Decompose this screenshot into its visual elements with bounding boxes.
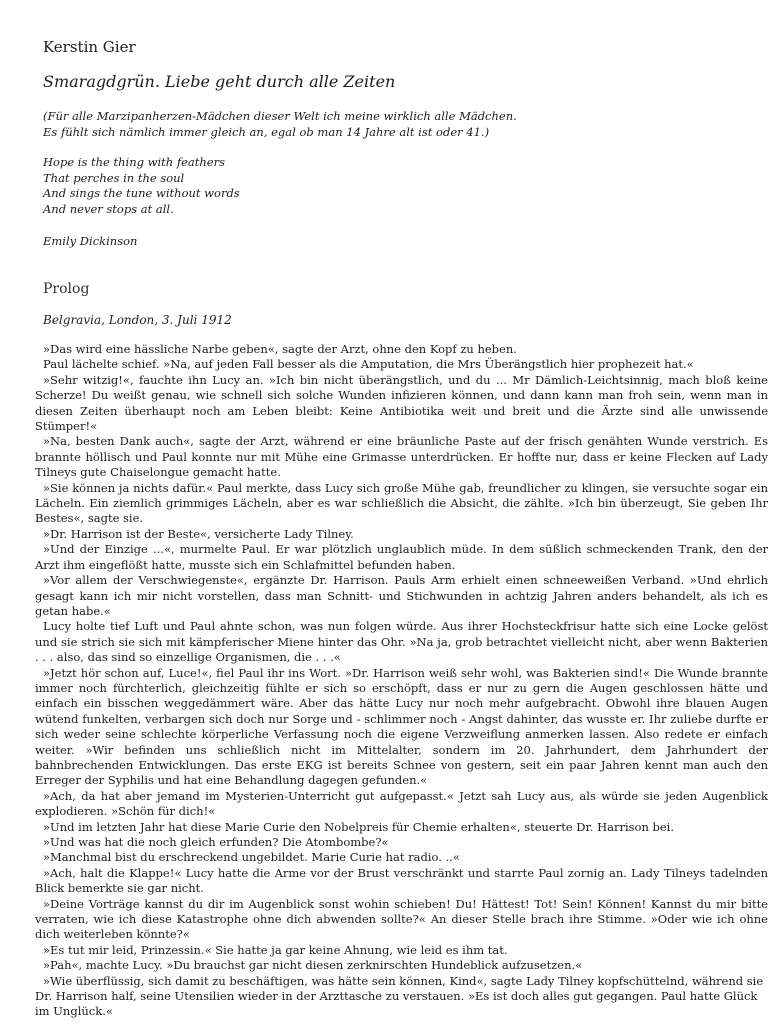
paragraph: »Und im letzten Jahr hat diese Marie Curie den Nobelpreis für Chemie erhalten«, steuerte Dr. Harrison bei. — [43, 819, 675, 834]
paragraph: »Sie können ja nichts dafür.« Paul merkte, dass Lucy sich große Mühe gab, freundlicher zu klingen, sie versuchte sogar ein Lächeln. Ein ziemlich grimmiges Lächeln, aber es war schließlich die Absicht, die zählte. »Ich bin überzeugt, Sie geben Ihr Bestes«, sagte sie. — [35, 480, 768, 526]
paragraph: »Ach, halt die Klappe!« Lucy hatte die Arme vor der Brust verschränkt und starrte Paul zornig an. Lady Tilneys tadelnden Blick bemerkte sie gar nicht. — [35, 865, 768, 896]
poem-line: That perches in the soul — [43, 170, 185, 185]
dedication-line: (Für alle Marzipanherzen-Mädchen dieser Welt ich meine wirklich alle Mädchen. — [43, 109, 517, 123]
paragraph: »Ach, da hat aber jemand im Mysterien-Unterricht gut aufgepasst.« Jetzt sah Lucy aus, als würde sie jeden Augenblick explodieren. »Schön für dich!« — [35, 788, 768, 819]
paragraph: »Das wird eine hässliche Narbe geben«, sagte der Arzt, ohne den Kopf zu heben. — [43, 342, 517, 356]
book-title: Smaragdgrün. Liebe geht durch alle Zeiten — [43, 72, 396, 91]
paragraph: »Und der Einzige ...«, murmelte Paul. Er war plötzlich unglaublich müde. In dem süßlich schmeckenden Trank, den der Arzt ihm eingeflößt hatte, musste sich ein Schlafmittel befunden haben. — [35, 542, 768, 572]
paragraph: »Jetzt hör schon auf, Luce!«, fiel Paul ihr ins Wort. »Dr. Harrison weiß sehr wohl, was Bakterien sind!« Die Wunde brannte immer noch fürchterlich, gleichzeitig fühlte er sich so erschöpft, dass er nur zu gern die Augen geschlossen hätte und einfach ein bisschen weggedämmert wäre. Aber das hätte Lucy nur noch mehr aufgebracht. Obwohl ihre blauen Augen wütend funkelten, verbargen sich doch nur Sorge und - schlimmer noch - Angst dahinter, das wusste er. Ihr zuliebe durfte er sich weder seine schlechte körperliche Verfassung noch die eigene Verzweiflung anmerken lassen. Also redete er einfach weiter. »Wir befinden uns schließlich nicht im Mittelalter, sondern im 20. Jahrhundert, dem Jahrhundert der bahnbrechenden Entwicklungen. Das erste EKG ist bereits Schnee von gestern, seit ein paar Jahren kennt man auch den Erreger der Syphilis und hat eine Behandlung dagegen gefunden.« — [35, 665, 768, 788]
paragraph: »Es tut mir leid, Prinzessin.« Sie hatte ja gar keine Ahnung, wie leid es ihm tat. — [43, 942, 508, 957]
chapter-body — [35, 342, 768, 1020]
paragraph: »Sehr witzig!«, fauchte ihn Lucy an. »Ich bin nicht überängstlich, und du ... Mr Dämlich-Leichtsinnig, mach bloß keine Scherze! Du weißt genau, wie schnell sich solche Wunden infizieren können, und dann kann man froh sein, wenn man in diesen Zeiten überhaupt noch am Leben bleibt: Keine Antibiotika weit und breit und die Ärzte sind alle unwissende Stümper!« — [35, 372, 768, 434]
dedication-line: Es fühlt sich nämlich immer gleich an, egal ob man 14 Jahre alt ist oder 41.) — [43, 124, 490, 139]
epigraph-poem — [43, 155, 240, 217]
book-author: Kerstin Gier — [43, 38, 136, 56]
paragraph: »Manchmal bist du erschreckend ungebildet. Marie Curie hat radio. ..« — [43, 850, 460, 865]
poem-line: And sings the tune without words — [43, 186, 240, 200]
poem-author: Emily Dickinson — [43, 234, 138, 248]
paragraph: »Deine Vorträge kannst du dir im Augenblick sonst wohin schieben! Du! Hättest! Tot! Sein! Können! Kannst du mir bitte verraten, wie ich diese Katastrophe ohne dich abwenden sollte?« An dieser Stelle brach ihre Stimme. »Oder wie ich ohne dich weiterleben könnte?« — [35, 896, 768, 942]
paragraph: »Na, besten Dank auch«, sagte der Arzt, während er eine bräunliche Paste auf der frisch genähten Wunde verstrich. Es brannte höllisch und Paul konnte nur mit Mühe eine Grimasse unterdrücken. Er hoffte nur, dass er keine Flecken auf Lady Tilneys gute Chaiselongue gemacht hatte. — [35, 434, 768, 480]
dedication — [43, 109, 517, 140]
paragraph: »Pah«, machte Lucy. »Du brauchst gar nicht diesen zerknirschten Hundeblick aufzusetzen.« — [43, 958, 583, 973]
paragraph: »Und was hat die noch gleich erfunden? Die Atombombe?« — [43, 835, 389, 849]
chapter-place-date: Belgravia, London, 3. Juli 1912 — [43, 313, 232, 327]
paragraph: Lucy holte tief Luft und Paul ahnte schon, was nun folgen würde. Aus ihrer Hochsteckfrisur hatte sich eine Locke gelöst und sie strich sie sich mit kämpferischer Miene hinter das Ohr. »Na ja, grob betrachtet vielleicht nicht, aber wenn Bakterien . . . also, das sind so einzellige Organismen, die . . .« — [35, 619, 768, 665]
paragraph: »Dr. Harrison ist der Beste«, versicherte Lady Tilney. — [43, 526, 354, 541]
poem-line: Hope is the thing with feathers — [43, 155, 225, 169]
paragraph: »Wie überflüssig, sich damit zu beschäftigen, was hätte sein können, Kind«, sagte Lady Tilney kopfschüttelnd, während sie Dr. Harrison half, seine Utensilien wieder in der Arzttasche zu verstauen. »Es ist doch alles gut gegangen. Paul hatte Glück im Unglück.« — [35, 973, 764, 1019]
chapter-heading: Prolog — [43, 281, 90, 297]
paragraph: »Vor allem der Verschwiegenste«, ergänzte Dr. Harrison. Pauls Arm erhielt einen schneeweißen Verband. »Und ehrlich gesagt kann ich mir nicht vorstellen, dass man Schnitt- und Stichwunden in achtzig Jahren anders behandelt, als ich es getan habe.« — [35, 573, 768, 618]
paragraph: Paul lächelte schief. »Na, auf jeden Fall besser als die Amputation, die Mrs Überängstlich hier prophezeit hat.« — [43, 357, 694, 372]
poem-line: And never stops at all. — [43, 201, 174, 216]
